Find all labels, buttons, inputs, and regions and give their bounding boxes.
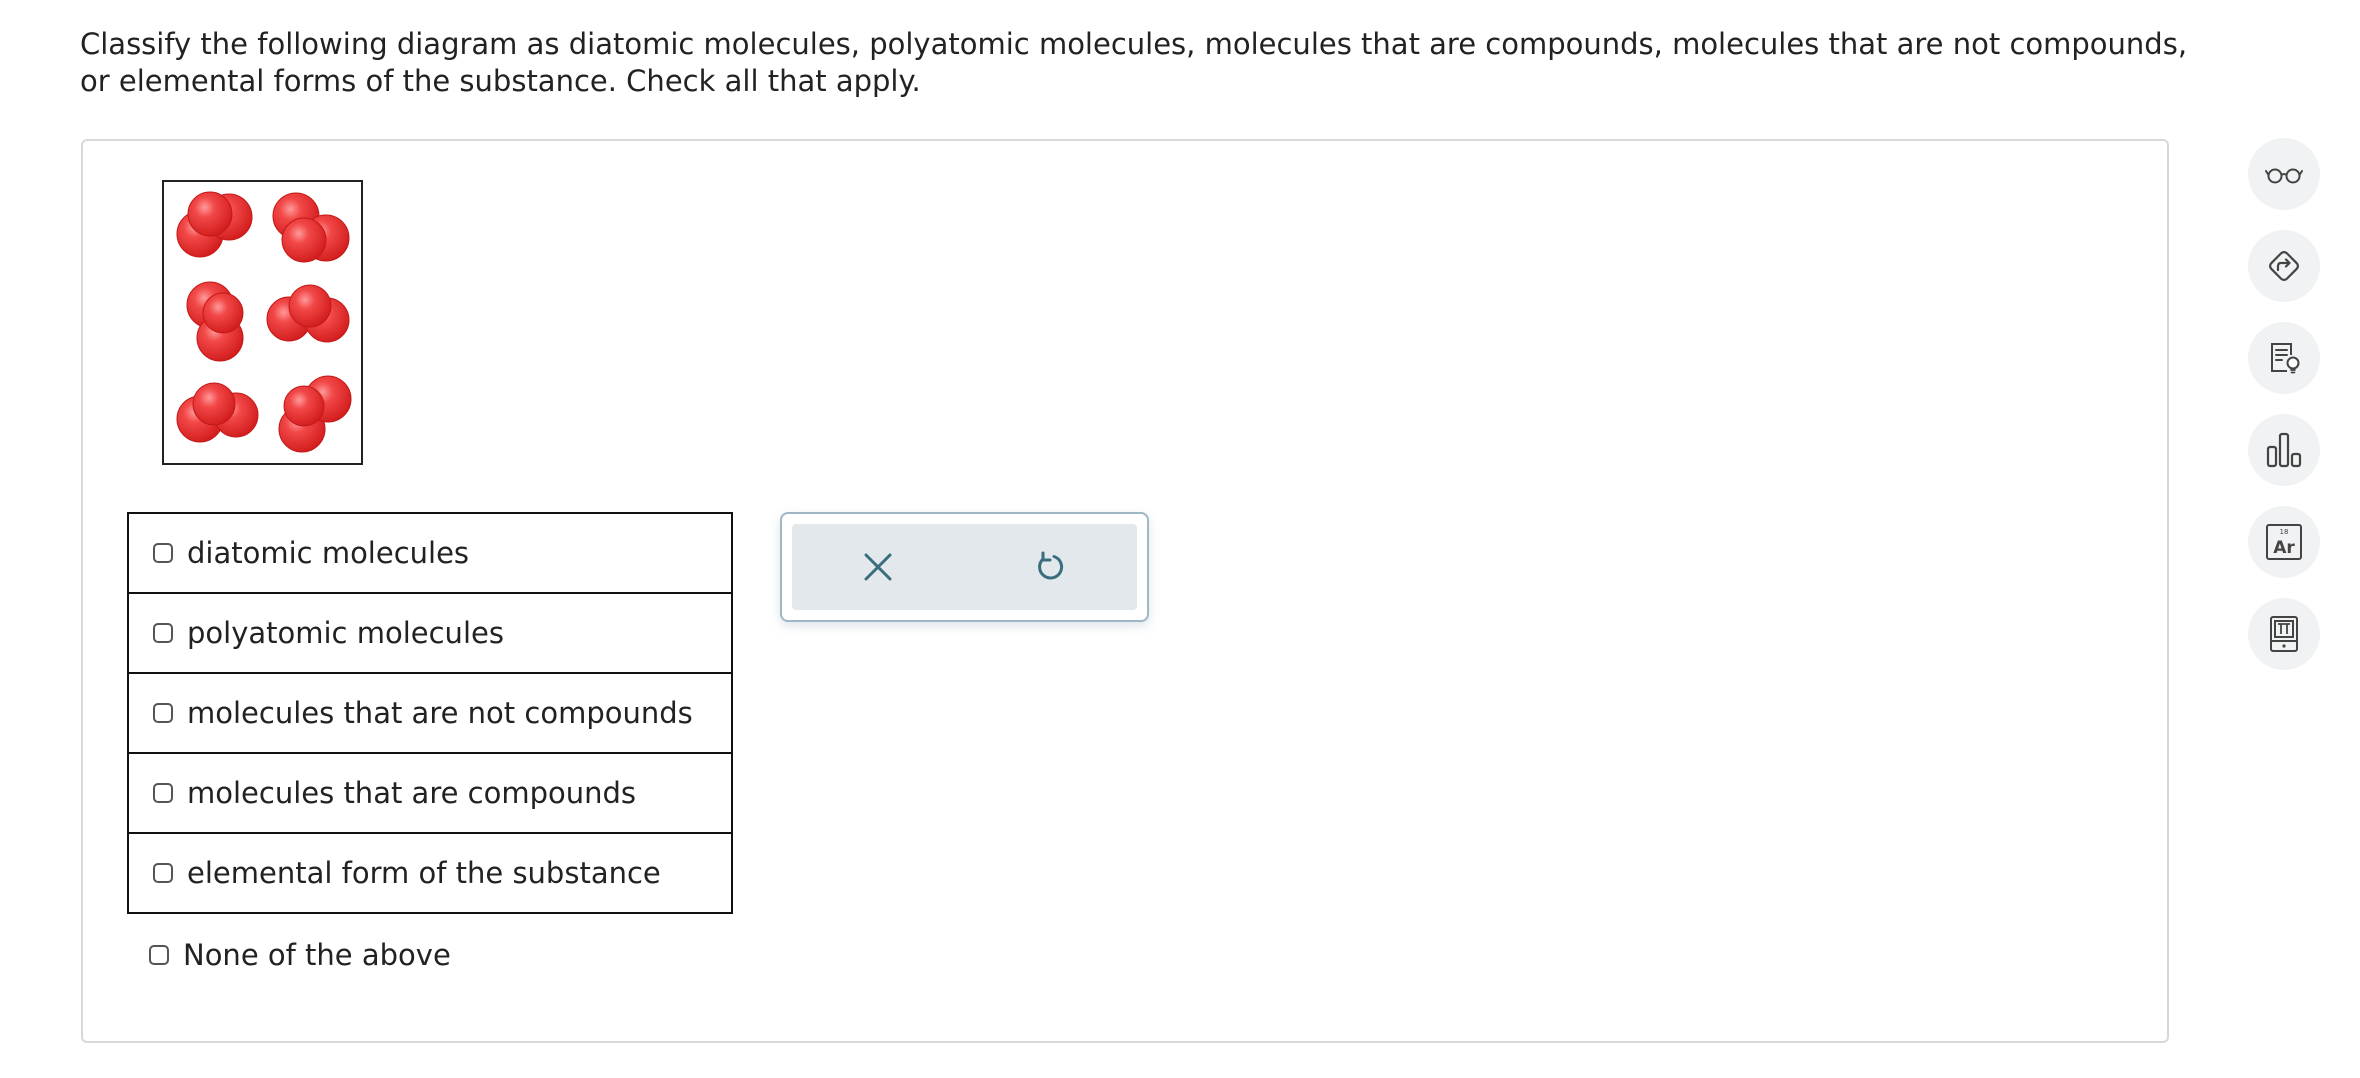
bar-chart-icon [2264, 430, 2304, 470]
option-label: polyatomic molecules [187, 616, 504, 650]
share-arrow-icon [2265, 247, 2303, 285]
molecule-2 [273, 193, 349, 262]
close-icon [863, 552, 893, 582]
molecule-diagram [162, 180, 363, 465]
notes-lightbulb-icon [2265, 339, 2303, 377]
checkbox[interactable] [153, 623, 173, 643]
option-label: molecules that are not compounds [187, 696, 693, 730]
svg-text:Ar: Ar [2273, 538, 2295, 558]
answer-actions-bar [792, 524, 1137, 610]
option-label: None of the above [183, 938, 451, 972]
tool-glasses[interactable] [2248, 138, 2320, 210]
option-diatomic-molecules[interactable] [129, 514, 731, 594]
undo-icon [1033, 550, 1067, 584]
checkbox[interactable] [153, 783, 173, 803]
molecule-4 [267, 285, 349, 342]
option-none-of-the-above[interactable] [149, 938, 451, 972]
option-label: molecules that are compounds [187, 776, 637, 810]
undo-button[interactable] [964, 524, 1136, 610]
clear-button[interactable] [792, 524, 964, 610]
tool-chart[interactable] [2248, 414, 2320, 486]
glasses-icon [2265, 164, 2303, 184]
checkbox[interactable] [153, 543, 173, 563]
answer-actions [780, 512, 1149, 622]
tool-periodic-table[interactable] [2248, 506, 2320, 578]
option-polyatomic-molecules[interactable] [129, 594, 731, 674]
molecule-3 [187, 282, 243, 361]
periodic-table-icon [2264, 522, 2304, 562]
checkbox[interactable] [153, 703, 173, 723]
checkbox[interactable] [149, 945, 169, 965]
tools-sidebar [2248, 138, 2320, 690]
question-text: Classify the following diagram as diatomic molecules, polyatomic molecules, molecules that are compounds, molecules that are not compounds, or elemental forms of the substance. Check all that apply. [80, 27, 2188, 98]
options-table [127, 512, 733, 914]
svg-text:18: 18 [2279, 528, 2289, 536]
tool-notes[interactable] [2248, 322, 2320, 394]
option-label: diatomic molecules [187, 536, 470, 570]
molecule-1 [177, 192, 252, 257]
molecule-6 [279, 376, 351, 452]
tool-share[interactable] [2248, 230, 2320, 302]
option-label: elemental form of the substance [187, 856, 661, 890]
tool-calculator[interactable] [2248, 598, 2320, 670]
option-elemental-form[interactable] [129, 834, 731, 912]
calculator-book-icon [2265, 614, 2303, 654]
checkbox[interactable] [153, 863, 173, 883]
option-molecules-not-compounds[interactable] [129, 674, 731, 754]
molecule-5 [177, 383, 258, 442]
option-molecules-compounds[interactable] [129, 754, 731, 834]
